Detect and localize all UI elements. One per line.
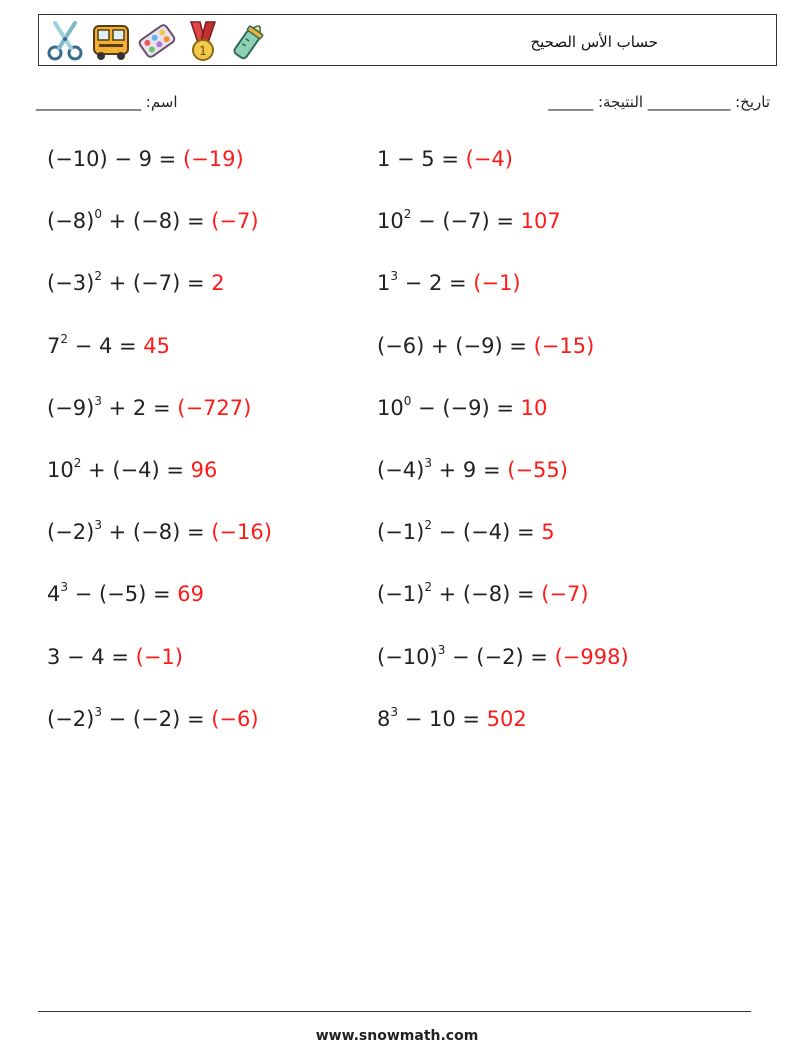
problem-answer: (−998) [554,645,629,669]
problem-expression: + 9 = [431,458,508,482]
problem-answer: (−1) [135,645,183,669]
problem-expression: (−6) + (−9) = [377,334,534,358]
problem-item [47,520,272,544]
problem-base: 4 [47,582,61,606]
problem-base: (−9) [47,396,95,420]
problem-expression: + (−8) = [101,209,212,233]
problem-answer: (−7) [541,582,589,606]
problem-exponent: 3 [390,269,399,283]
problem-exponent: 3 [437,643,446,657]
problem-base: 10 [47,458,74,482]
problem-answer: (−1) [473,271,521,295]
date-score-label: ______ :تاريخ: ___________ النتيجة [548,93,770,111]
problem-answer: (−6) [211,707,259,731]
problem-expression: − (−5) = [68,582,178,606]
problem-exponent: 2 [403,207,412,221]
problem-answer: (−4) [465,147,513,171]
problem-exponent: 2 [60,332,69,346]
problem-item [377,147,513,171]
problem-item [47,458,217,482]
problem-base: 1 [377,271,391,295]
problem-expression: − (−7) = [411,209,521,233]
problem-expression: + 2 = [101,396,178,420]
problem-base: (−2) [47,520,95,544]
problem-expression: + (−7) = [101,271,212,295]
medal-icon [183,19,223,63]
problem-expression: 3 − 4 = [47,645,136,669]
icon-strip [45,19,269,63]
problem-base: (−2) [47,707,95,731]
problem-answer: (−16) [211,520,272,544]
problem-base: (−1) [377,520,425,544]
problem-answer: 96 [190,458,218,482]
problem-item [47,271,225,295]
problem-exponent: 3 [94,394,102,408]
problem-exponent: 3 [94,705,102,719]
problem-item [377,209,561,233]
problem-expression: − (−2) = [445,645,555,669]
problem-answer: (−727) [177,396,252,420]
problem-expression: − 4 = [68,334,144,358]
problem-base: 7 [47,334,61,358]
scissors-icon [45,19,85,63]
problem-answer: (−7) [211,209,259,233]
school-bus-icon [91,19,131,63]
worksheet-title: حساب الأس الصحيح [530,33,658,51]
problem-exponent: 0 [403,394,412,408]
problem-exponent: 2 [424,580,432,594]
footer-site: www.snowmath.com [315,1028,479,1044]
paint-palette-icon [137,19,177,63]
problem-exponent: 3 [424,456,432,470]
problem-item [377,645,629,669]
problem-item [47,334,170,358]
problem-item [377,582,589,606]
name-field-label: ______________ :اسم [36,93,178,111]
problem-item [377,458,568,482]
problem-expression: − 2 = [398,271,474,295]
problem-item [47,147,244,171]
problem-item [377,334,594,358]
problem-item [47,209,259,233]
problem-answer: 45 [143,334,171,358]
problem-answer: 2 [211,271,225,295]
problem-answer: 69 [177,582,204,606]
problem-exponent: 2 [424,518,432,532]
problem-item [47,396,251,420]
problem-answer: 10 [520,396,548,420]
problem-answer: (−55) [507,458,568,482]
problem-item [377,520,555,544]
problem-base: (−3) [47,271,95,295]
problem-exponent: 3 [60,580,69,594]
problem-item [47,645,183,669]
problem-base: (−1) [377,582,425,606]
problem-answer: (−15) [533,334,595,358]
problem-expression: 1 − 5 = [377,147,466,171]
problem-expression: + (−4) = [81,458,191,482]
svg-text:1: 1 [199,44,207,58]
problem-exponent: 2 [73,456,82,470]
problem-exponent: 0 [94,207,102,221]
problem-exponent: 2 [94,269,102,283]
footer-divider [38,1011,751,1012]
problem-item [377,271,521,295]
header-box [38,14,777,66]
problem-exponent: 3 [390,705,399,719]
problem-item [47,582,204,606]
problem-base: 10 [377,396,404,420]
problem-answer: 5 [541,520,555,544]
problem-item [377,396,547,420]
baby-bottle-icon [229,19,269,63]
problem-expression: − (−4) = [431,520,542,544]
problem-base: (−10) [377,645,438,669]
problem-expression: − 10 = [398,707,487,731]
problem-exponent: 3 [94,518,102,532]
problem-item [377,707,527,731]
problem-base: 10 [377,209,404,233]
problem-base: 8 [377,707,391,731]
problem-expression: + (−8) = [431,582,542,606]
problem-answer: 107 [520,209,561,233]
problem-expression: + (−8) = [101,520,212,544]
problem-item [47,707,259,731]
problem-answer: (−19) [182,147,244,171]
problem-expression: (−10) − 9 = [47,147,183,171]
problem-expression: − (−9) = [411,396,521,420]
problem-expression: − (−2) = [101,707,212,731]
problem-answer: 502 [486,707,527,731]
problem-base: (−4) [377,458,425,482]
problem-base: (−8) [47,209,95,233]
